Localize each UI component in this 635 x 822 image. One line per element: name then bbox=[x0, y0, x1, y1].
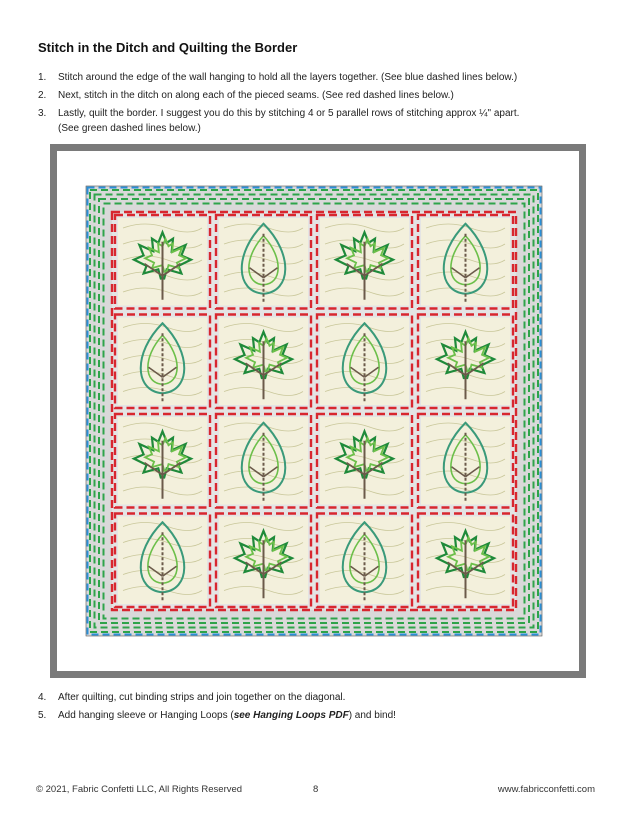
copyright-notice: © 2021, Fabric Confetti LLC, All Rights Reserved bbox=[36, 784, 243, 795]
quilt-block bbox=[317, 414, 412, 508]
step-4 bbox=[38, 690, 598, 705]
step-1 bbox=[38, 70, 598, 85]
quilt-block bbox=[418, 514, 513, 608]
quilt-diagram bbox=[50, 144, 586, 678]
instruction-list-continued bbox=[38, 690, 598, 726]
quilt-block bbox=[216, 414, 311, 508]
step-text: Lastly, quilt the border. I suggest you do this by stitching 4 or 5 parallel rows of stitching approx ¼" apart. bbox=[58, 108, 520, 119]
step-subtext: (See green dashed lines below.) bbox=[58, 123, 201, 134]
quilt-block bbox=[418, 315, 513, 409]
page-title: Stitch in the Ditch and Quilting the Border bbox=[38, 40, 298, 55]
step-number: 2. bbox=[38, 90, 47, 101]
step-text-end: ) and bind! bbox=[348, 710, 396, 721]
quilt-block bbox=[115, 215, 210, 309]
quilt-block bbox=[115, 315, 210, 409]
quilt-block bbox=[115, 514, 210, 608]
quilt-block bbox=[216, 315, 311, 409]
quilt-block bbox=[317, 514, 412, 608]
step-text-start: Add hanging sleeve or Hanging Loops ( bbox=[58, 710, 234, 721]
step-text: After quilting, cut binding strips and join together on the diagonal. bbox=[58, 692, 346, 703]
quilt-block bbox=[216, 514, 311, 608]
step-number: 1. bbox=[38, 72, 47, 83]
quilt-illustration bbox=[50, 144, 586, 678]
step-number: 4. bbox=[38, 692, 47, 703]
quilt-block bbox=[216, 215, 311, 309]
page-number: 8 bbox=[313, 784, 319, 795]
step-3 bbox=[38, 106, 598, 136]
quilt-block bbox=[418, 414, 513, 508]
hanging-loops-link[interactable]: see Hanging Loops PDF bbox=[233, 710, 349, 721]
quilt-block bbox=[115, 414, 210, 508]
instruction-list bbox=[38, 70, 598, 139]
step-number: 5. bbox=[38, 710, 47, 721]
step-2 bbox=[38, 88, 598, 103]
quilt-block bbox=[418, 215, 513, 309]
website-link[interactable]: www.fabricconfetti.com bbox=[497, 784, 595, 795]
quilt-block bbox=[317, 315, 412, 409]
step-text: Next, stitch in the ditch on along each of the pieced seams. (See red dashed lines below.) bbox=[58, 90, 454, 101]
step-text: Stitch around the edge of the wall hanging to hold all the layers together. (See blue dashed lines below.) bbox=[58, 72, 518, 83]
step-number: 3. bbox=[38, 108, 47, 119]
step-5 bbox=[38, 708, 598, 723]
quilt-block bbox=[317, 215, 412, 309]
